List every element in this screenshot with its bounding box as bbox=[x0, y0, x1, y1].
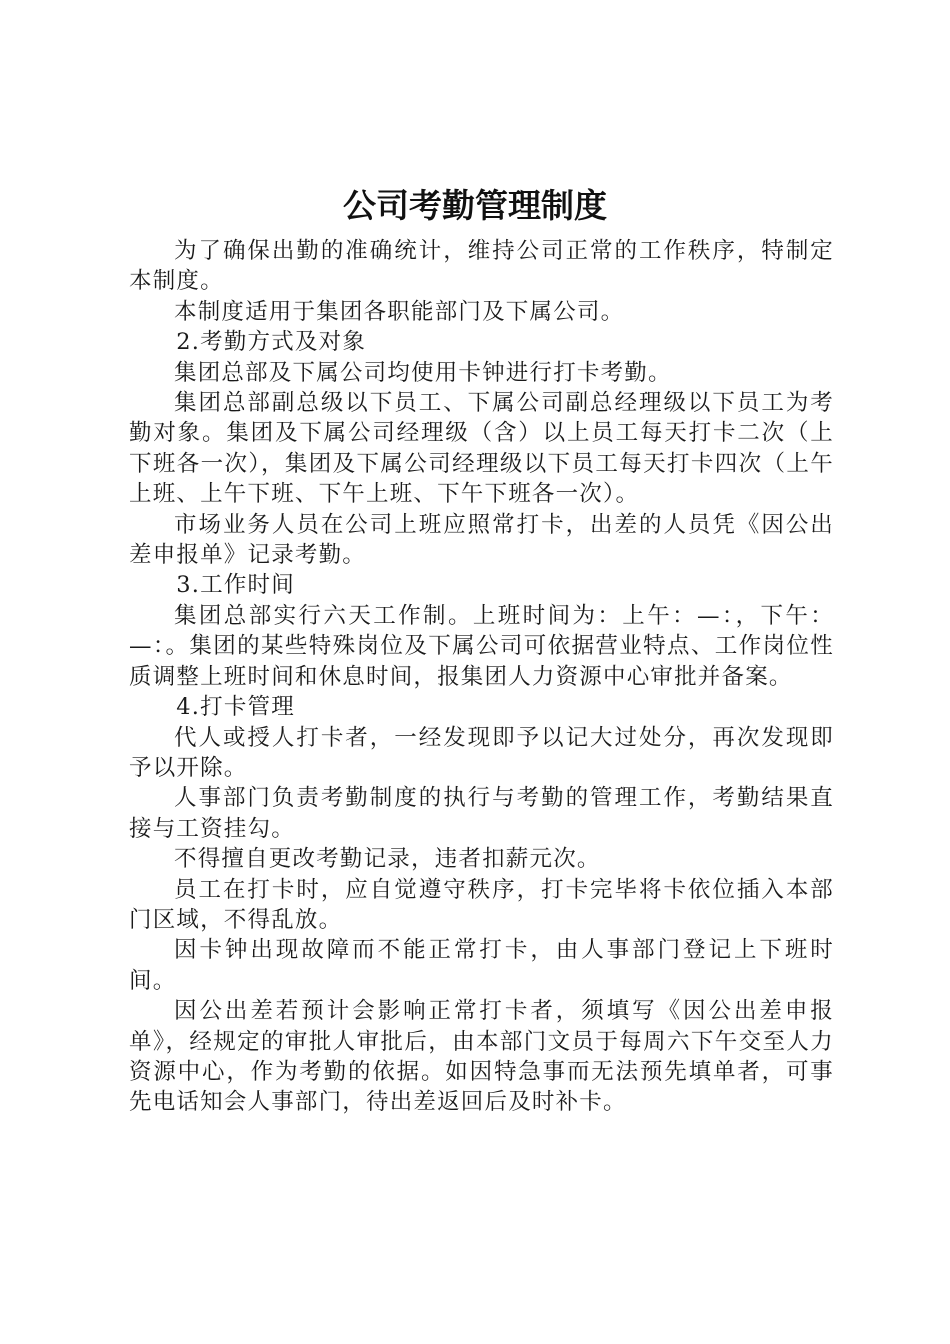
paragraph-work-schedule: 集团总部实行六天工作制。上班时间为：上午：—：，下午：—：。集团的某些特殊岗位及下属公司可依据营业特点、工作岗位性质调整上班时间和休息时间，报集团人力资源中心审批并备案。 bbox=[129, 602, 834, 690]
paragraph-sales-staff: 市场业务人员在公司上班应照常打卡，出差的人员凭《因公出差申报单》记录考勤。 bbox=[129, 511, 834, 569]
paragraph-attendance-targets: 集团总部副总级以下员工、下属公司副总经理级以下员工为考勤对象。集团及下属公司经理级（含）以上员工每天打卡二次（上下班各一次），集团及下属公司经理级以下员工每天打卡四次（上午上班、上午下班、下午上班、下午下班各一次）。 bbox=[129, 390, 834, 508]
section-heading-punch: 4.打卡管理 bbox=[176, 694, 295, 721]
document-body bbox=[129, 236, 834, 1118]
paragraph-clock-usage: 集团总部及下属公司均使用卡钟进行打卡考勤。 bbox=[174, 359, 672, 386]
paragraph-order: 员工在打卡时，应自觉遵守秩序，打卡完毕将卡依位插入本部门区域，不得乱放。 bbox=[129, 876, 834, 933]
section-heading-method: 2.考勤方式及对象 bbox=[176, 329, 367, 356]
paragraph-no-alteration: 不得擅自更改考勤记录，违者扣薪元次。 bbox=[174, 846, 601, 873]
paragraph-purpose: 为了确保出勤的准确统计，维持公司正常的工作秩序，特制定本制度。 bbox=[129, 238, 834, 295]
paragraph-hr-responsibility: 人事部门负责考勤制度的执行与考勤的管理工作，考勤结果直接与工资挂勾。 bbox=[129, 785, 834, 842]
paragraph-clock-failure: 因卡钟出现故障而不能正常打卡，由人事部门登记上下班时间。 bbox=[129, 937, 834, 994]
paragraph-scope: 本制度适用于集团各职能部门及下属公司。 bbox=[174, 298, 625, 325]
document-title: 公司考勤管理制度 bbox=[343, 186, 607, 225]
section-heading-hours: 3.工作时间 bbox=[176, 572, 295, 599]
paragraph-business-trip: 因公出差若预计会影响正常打卡者，须填写《因公出差申报单》，经规定的审批人审批后，由本部门文员于每周六下午交至人力资源中心，作为考勤的依据。如因特急事而无法预先填单者，可事先电话知会人事部门，待出差返回后及时补卡。 bbox=[129, 998, 834, 1116]
paragraph-proxy-punch: 代人或授人打卡者，一经发现即予以记大过处分，再次发现即予以开除。 bbox=[129, 724, 834, 781]
